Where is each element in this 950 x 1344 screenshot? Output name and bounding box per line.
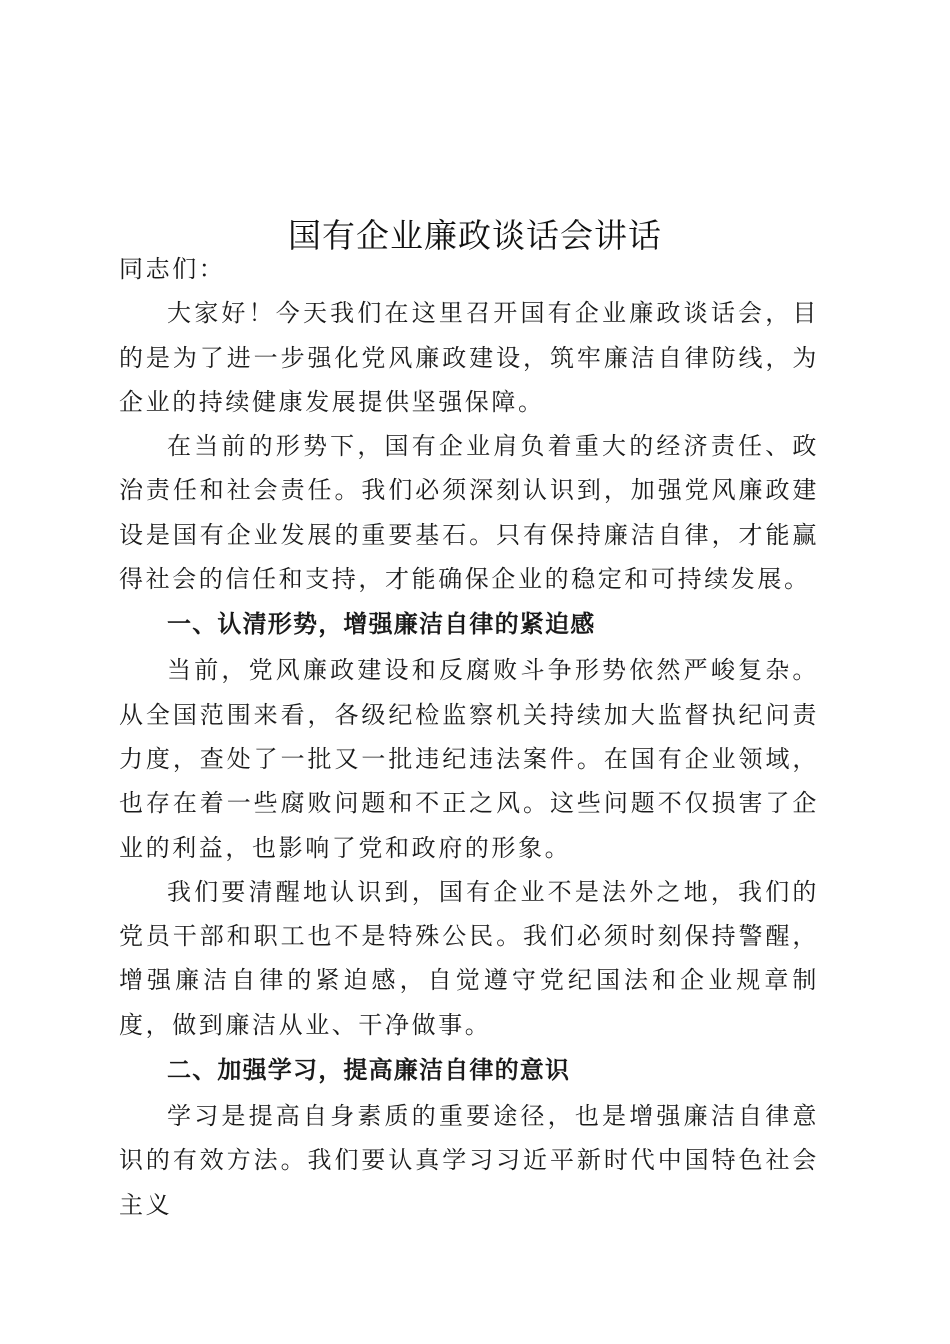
section1-paragraph-1: 当前，党风廉政建设和反腐败斗争形势依然严峻复杂。从全国范围来看，各级纪检监察机关持续加大监督执纪问责力度，查处了一批又一批违纪违法案件。在国有企业领域，也存在着一些腐败问题和不正之风。这些问题不仅损害了企业的利益，也影响了党和政府的形象。: [119, 656, 819, 862]
document-title: 国有企业廉政谈话会讲话: [288, 216, 662, 255]
paragraph-opening: 大家好！今天我们在这里召开国有企业廉政谈话会，目的是为了进一步强化党风廉政建设，筑牢廉洁自律防线，为企业的持续健康发展提供坚强保障。: [119, 299, 819, 416]
section2-paragraph-1: 学习是提高自身素质的重要途径，也是增强廉洁自律意识的有效方法。我们要认真学习习近平新时代中国特色社会主义: [119, 1102, 819, 1219]
paragraph-situation: 在当前的形势下，国有企业肩负着重大的经济责任、政治责任和社会责任。我们必须深刻认识到，加强党风廉政建设是国有企业发展的重要基石。只有保持廉洁自律，才能赢得社会的信任和支持，才能确保企业的稳定和可持续发展。: [119, 432, 819, 594]
section-heading-1: 一、认清形势，增强廉洁自律的紧迫感: [167, 610, 596, 639]
section1-paragraph-2: 我们要清醒地认识到，国有企业不是法外之地，我们的党员干部和职工也不是特殊公民。我们必须时刻保持警醒，增强廉洁自律的紧迫感，自觉遵守党纪国法和企业规章制度，做到廉洁从业、干净做事。: [119, 877, 819, 1039]
section-heading-2: 二、加强学习，提高廉洁自律的意识: [167, 1056, 571, 1085]
document-body: [119, 247, 819, 1227]
salutation: 同志们：: [119, 255, 226, 283]
